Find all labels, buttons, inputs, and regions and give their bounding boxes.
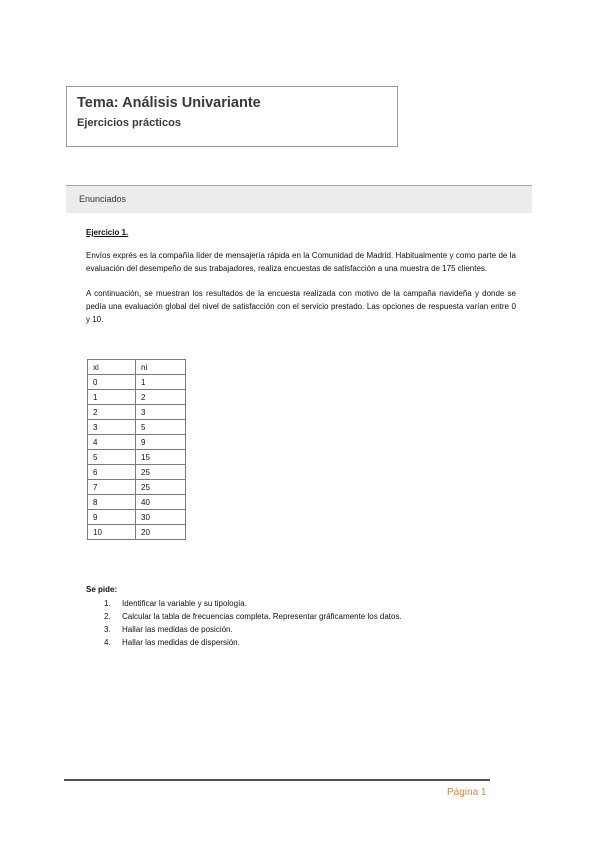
table-cell-xi: 4 xyxy=(88,435,136,450)
table-header-xi: xi xyxy=(88,360,136,375)
table-row xyxy=(88,465,186,480)
list-item-text: Identificar la variable y su tipología. xyxy=(122,599,247,608)
section-header xyxy=(66,185,532,213)
table-cell-xi: 5 xyxy=(88,450,136,465)
table-cell-ni: 30 xyxy=(136,510,186,525)
frequency-table xyxy=(87,359,186,540)
list-item-number: 3. xyxy=(104,625,111,634)
table-cell-xi: 7 xyxy=(88,480,136,495)
table-header-row xyxy=(88,360,186,375)
table-cell-ni: 40 xyxy=(136,495,186,510)
table-row xyxy=(88,375,186,390)
table-cell-ni: 1 xyxy=(136,375,186,390)
table-row xyxy=(88,495,186,510)
table-cell-xi: 6 xyxy=(88,465,136,480)
list-item xyxy=(104,636,402,649)
table-cell-ni: 25 xyxy=(136,480,186,495)
table-row xyxy=(88,420,186,435)
list-item-text: Hallar las medidas de posición. xyxy=(122,625,233,634)
footer-divider xyxy=(64,779,490,781)
list-item xyxy=(104,610,402,623)
list-item xyxy=(104,623,402,636)
title-box xyxy=(66,86,398,147)
table-cell-ni: 25 xyxy=(136,465,186,480)
exercise-paragraph-2: A continuación, se muestran los resultados de la encuesta realizada con motivo de la campaña navideña y donde se pedía una evaluación global del nivel de satisfacción con el servicio prestado. Las opciones de respuesta varían entre 0 y 10. xyxy=(86,289,516,324)
table-cell-xi: 3 xyxy=(88,420,136,435)
table-row xyxy=(88,510,186,525)
table-cell-xi: 10 xyxy=(88,525,136,540)
section-label: Enunciados xyxy=(79,194,127,204)
table-header-ni: ni xyxy=(136,360,186,375)
table-cell-xi: 0 xyxy=(88,375,136,390)
exercise-content xyxy=(86,226,516,326)
table-cell-ni: 9 xyxy=(136,435,186,450)
list-item-number: 4. xyxy=(104,638,111,647)
exercise-paragraph-1: Envíos exprés es la compañía líder de mensajería rápida en la Comunidad de Madrid. Habitualmente y como parte de la evaluación del desempeño de sus trabajadores, realiza encuestas de satisfacción a una muestra de 175 clientes. xyxy=(86,251,516,273)
list-item-number: 2. xyxy=(104,612,111,621)
list-item-number: 1. xyxy=(104,599,111,608)
table-cell-ni: 15 xyxy=(136,450,186,465)
table-cell-xi: 9 xyxy=(88,510,136,525)
table-row xyxy=(88,480,186,495)
table-row xyxy=(88,405,186,420)
table-cell-ni: 3 xyxy=(136,405,186,420)
table-cell-xi: 2 xyxy=(88,405,136,420)
list-item xyxy=(104,597,402,610)
tasks-list xyxy=(104,597,402,649)
list-item-text: Hallar las medidas de dispersión. xyxy=(122,638,240,647)
page-subtitle: Ejercicios prácticos xyxy=(77,117,181,129)
table-cell-xi: 1 xyxy=(88,390,136,405)
page-title: Tema: Análisis Univariante xyxy=(77,95,261,111)
table-cell-ni: 2 xyxy=(136,390,186,405)
table-cell-xi: 8 xyxy=(88,495,136,510)
table-cell-ni: 5 xyxy=(136,420,186,435)
table-row xyxy=(88,435,186,450)
page-number: Página 1 xyxy=(447,787,487,798)
list-item-text: Calcular la tabla de frecuencias completa. Representar gráficamente los datos. xyxy=(122,612,402,621)
table-row xyxy=(88,525,186,540)
tasks-heading: Se pide: xyxy=(86,585,118,594)
table-row xyxy=(88,450,186,465)
table-row xyxy=(88,390,186,405)
exercise-title: Ejercicio 1. xyxy=(86,228,129,237)
table-cell-ni: 20 xyxy=(136,525,186,540)
